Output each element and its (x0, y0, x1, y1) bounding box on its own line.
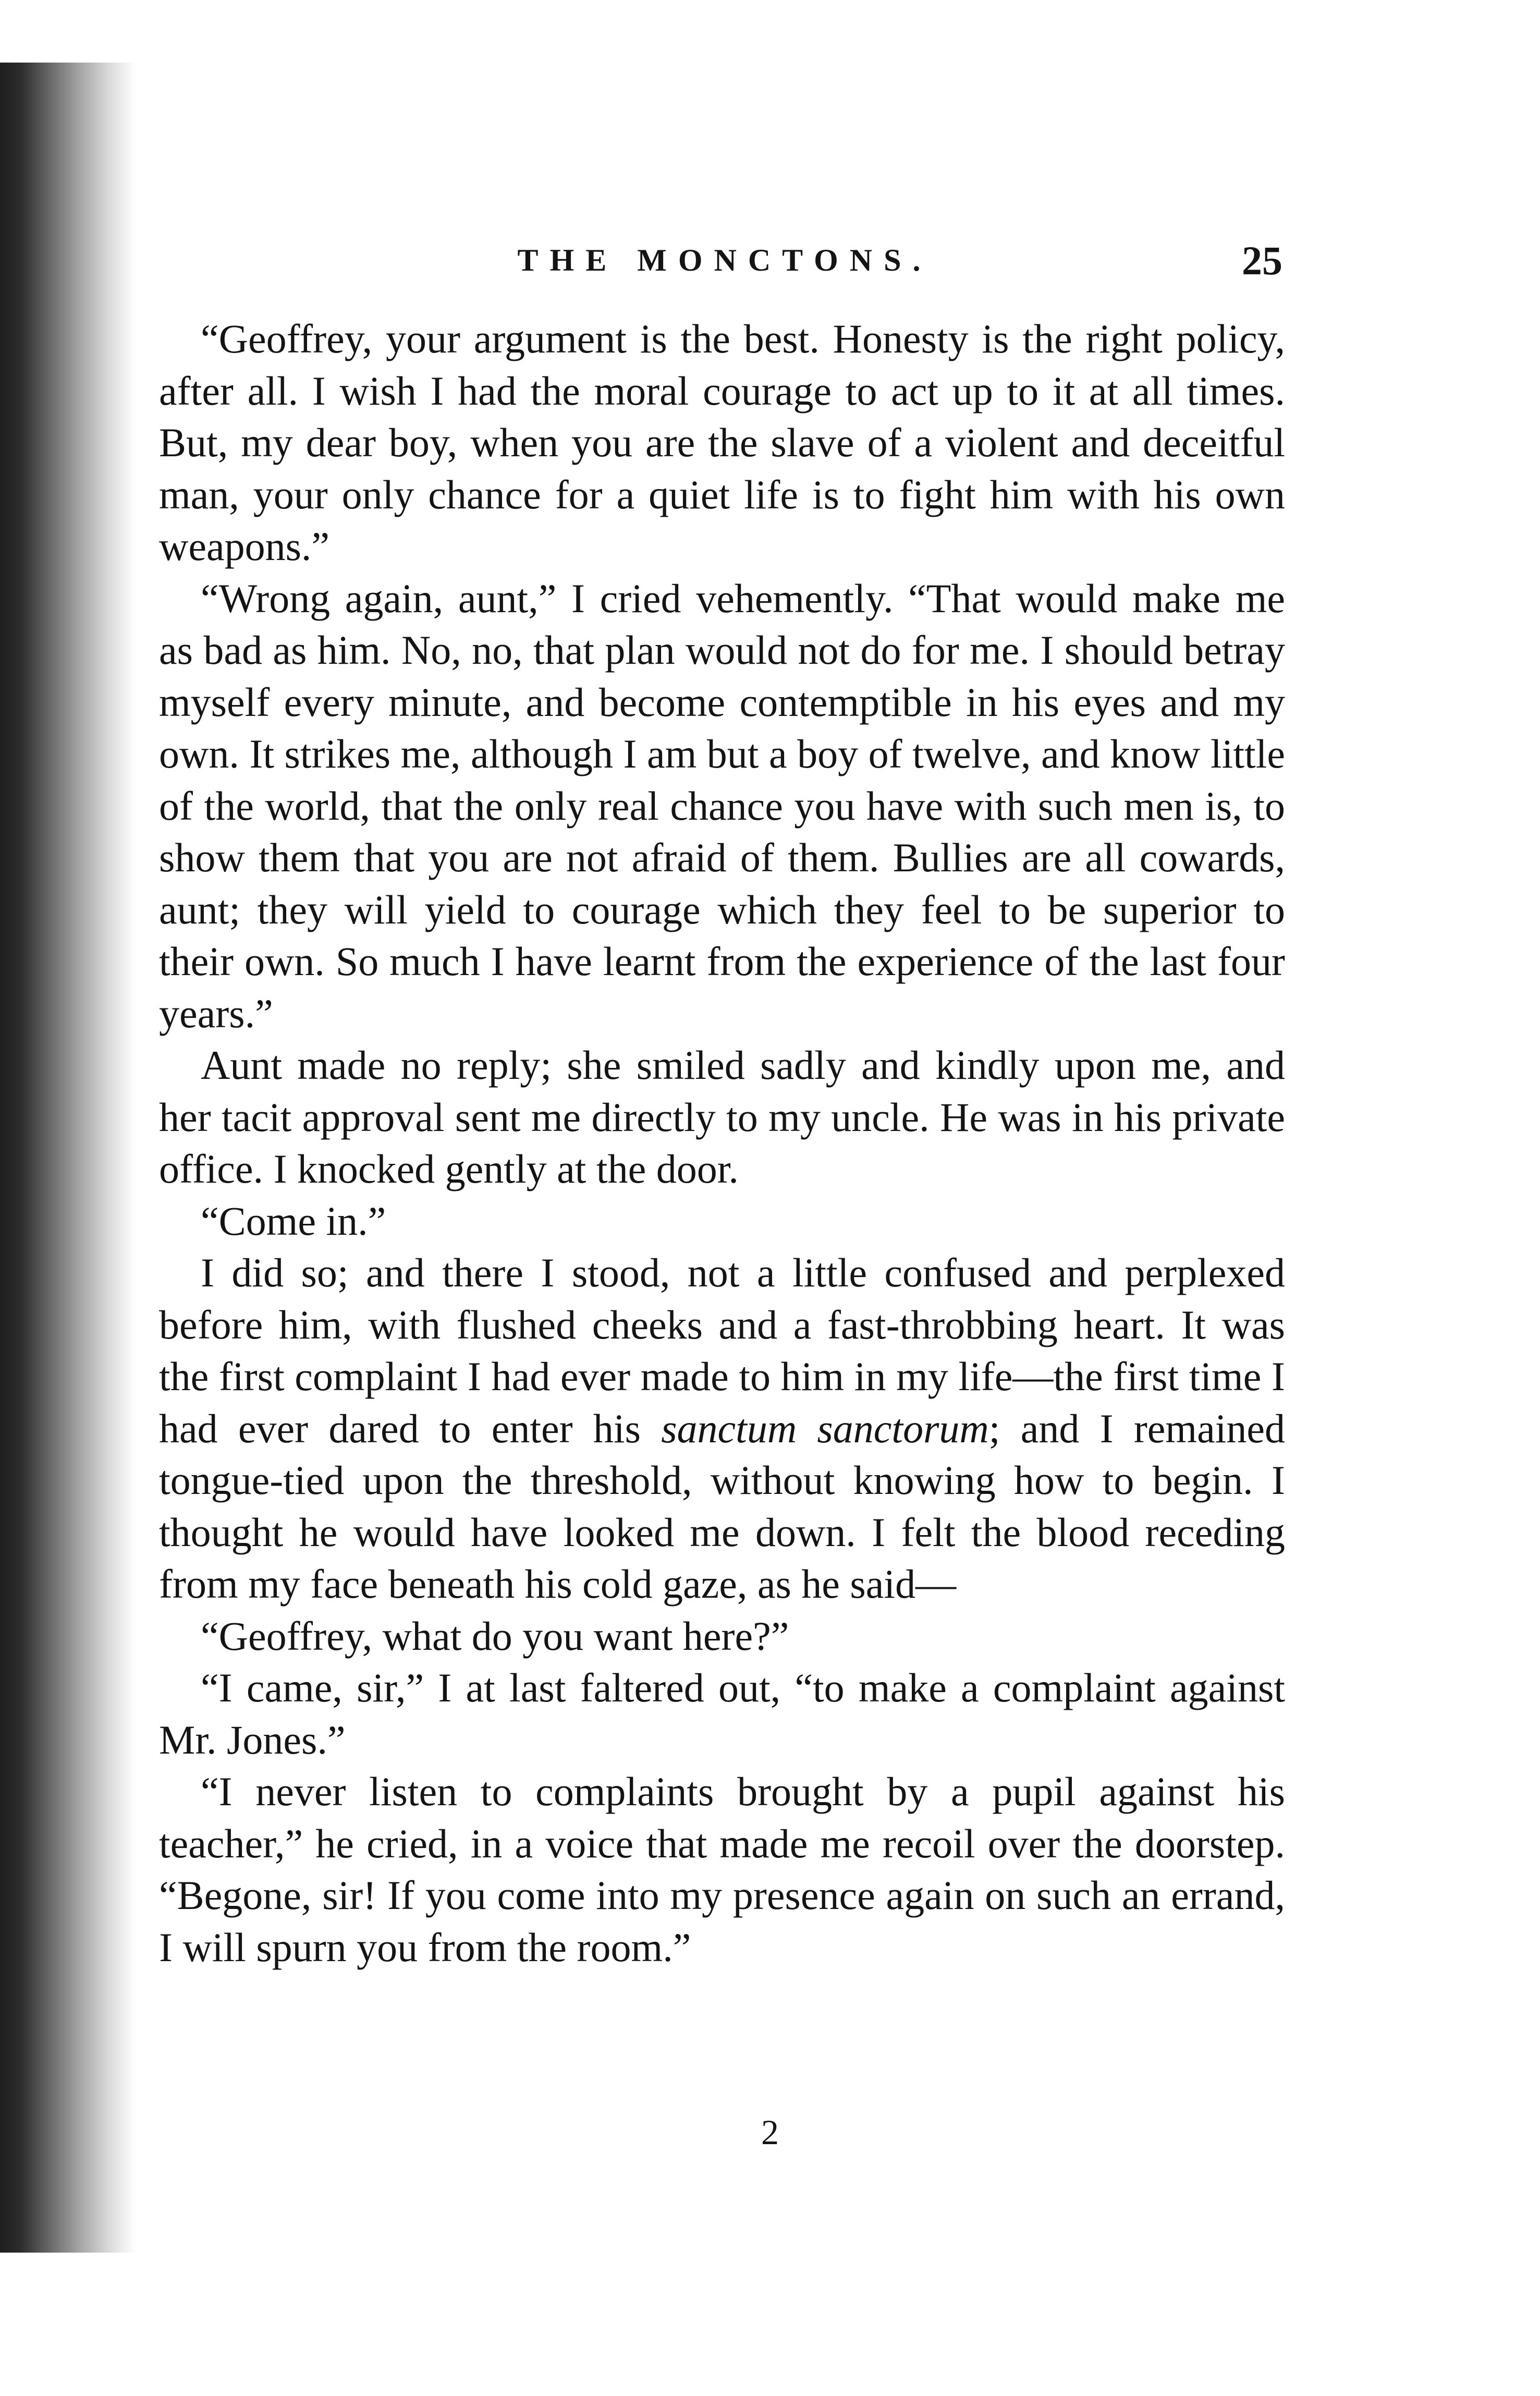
body-text (159, 313, 1285, 1973)
paragraph-5-after: ; and I remained tongue-tied upon the threshold, without knowing how to begin. I thought he would have looked me down. I felt the blood receding from my face beneath his cold gaze, as he said— (159, 1405, 1286, 1607)
signature-mark: 2 (761, 2112, 779, 2152)
paragraph-8: “I never listen to complaints brought by a pupil against his teacher,” he cried, in a voice that made me recoil over the doorstep. “Begone, sir! If you come into my presence again on such an errand, I will spurn you from the room.” (159, 1769, 1285, 1970)
page-number: 25 (1242, 238, 1282, 283)
running-title: THE MONCTONS. (517, 243, 932, 277)
paragraph-5 (159, 1247, 1285, 1610)
paragraph-5-before: I did so; and there I stood, not a little confused and perplexed before him, with flushed cheeks and a fast-throbbing heart. It was the first complaint I had ever made to him in my life—the first time I had ever dared to enter his (159, 1250, 1285, 1451)
paragraph-7: “I came, sir,” I at last faltered out, “to make a complaint against Mr. Jones.” (159, 1665, 1285, 1762)
page-header (167, 237, 1282, 295)
binding-gutter-shadow (0, 63, 136, 2253)
paragraph-2: “Wrong again, aunt,” I cried vehemently. “That would make me as bad as him. No, no, that plan would not do for me. I should betray myself every minute, and become contemptible in his eyes and my own. It strikes me, although I am but a boy of twelve, and know little of the world, that the only real chance you have with such men is, to show them that you are not afraid of them. Bullies are all cowards, aunt; they will yield to courage which they feel to be superior to their own. So much I have learnt from the experience of the last four years.” (159, 575, 1285, 1036)
paragraph-1: “Geoffrey, your argument is the best. Honesty is the right policy, after all. I wish I had the moral courage to act up to it at all times. But, my dear boy, when you are the slave of a violent and deceitful man, your only chance for a quiet life is to fight him with his own weapons.” (159, 316, 1285, 569)
paragraph-4: “Come in.” (201, 1198, 386, 1244)
paragraph-5-italic: sanctum sanctorum (661, 1405, 989, 1451)
paragraph-3: Aunt made no reply; she smiled sadly and kindly upon me, and her tacit approval sent me directly to my uncle. He was in his private office. I knocked gently at the door. (159, 1042, 1285, 1191)
paragraph-6: “Geoffrey, what do you want here?” (201, 1613, 789, 1659)
